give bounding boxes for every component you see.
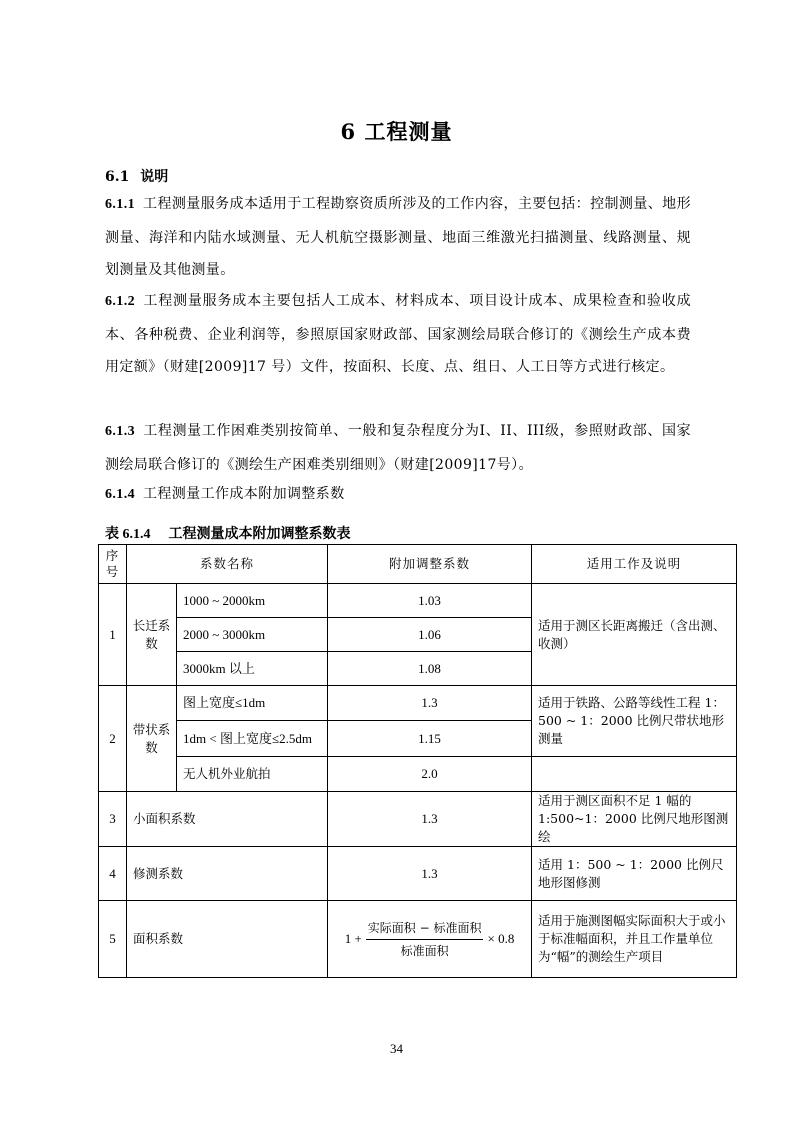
formula-prefix: 1 + (344, 931, 362, 946)
row-note: 适用于施测图幅实际面积大于或小于标准幅面积，并且工作量单位为“幅”的测绘生产项目 (532, 901, 737, 978)
group-name: 带状系数 (127, 686, 177, 792)
section-title: 说明 (140, 169, 169, 185)
paragraph-text: 工程测量服务成本适用于工程勘察资质所涉及的工作内容，主要包括：控制测量、地形测量、海洋和内陆水域测量、无人机航空摄影测量、地面三维激光扫描测量、线路测量、规划测量及其他测量。 (105, 196, 691, 278)
coefficient-table (98, 544, 737, 978)
row-seq: 5 (99, 901, 127, 978)
row-name: 面积系数 (127, 901, 328, 978)
table-row (99, 584, 737, 618)
formula-numerator: 实际面积 − 标准面积 (366, 919, 484, 940)
formula-fraction (366, 919, 484, 960)
row-seq: 4 (99, 847, 127, 901)
row-name: 小面积系数 (127, 792, 328, 847)
row-name: 无人机外业航拍 (177, 757, 328, 792)
row-coef: 1.3 (328, 792, 532, 847)
table-row (99, 757, 737, 792)
row-note: 适用于测区面积不足 1 幅的 1:500~1：2000 比例尺地形图测绘 (532, 792, 737, 847)
row-name: 图上宽度≤1dm (177, 686, 328, 721)
row-seq: 1 (99, 584, 127, 686)
row-coef: 1.03 (328, 584, 532, 618)
paragraph-6-1-4 (105, 478, 691, 512)
row-seq: 2 (99, 686, 127, 792)
area-formula (345, 919, 515, 960)
paragraph-6-1-3 (105, 415, 691, 481)
paragraph-6-1-1 (105, 188, 691, 287)
row-name: 1dm < 图上宽度≤2.5dm (177, 721, 328, 757)
page-number: 34 (390, 1041, 403, 1056)
paragraph-text: 工程测量服务成本主要包括人工成本、材料成本、项目设计成本、成果检查和验收成本、各种税费、企业利润等，参照原国家财政部、国家测绘局联合修订的《测绘生产成本费用定额》（财建[2009]17 号）文件，按面积、长度、点、组日、人工日等方式进行核定。 (105, 293, 691, 375)
row-coef: 1.3 (328, 847, 532, 901)
table-header-row (99, 545, 737, 584)
header-name: 系数名称 (127, 545, 328, 584)
formula-suffix: × 0.8 (487, 931, 515, 946)
table-row (99, 686, 737, 721)
row-coef: 1.08 (328, 652, 532, 686)
table-row (99, 792, 737, 847)
paragraph-number: 6.1.4 (105, 487, 135, 502)
formula-denominator: 标准面积 (400, 943, 449, 958)
paragraph-number: 6.1.2 (105, 294, 135, 309)
row-name: 2000 ~ 3000km (177, 618, 328, 652)
table-row (99, 901, 737, 978)
paragraph-6-1-2 (105, 285, 691, 384)
row-coef: 1.06 (328, 618, 532, 652)
row-note: 适用于测区长距离搬迁（含出测、收测） (532, 584, 737, 686)
paragraph-number: 6.1.1 (105, 197, 135, 212)
table-caption-title: 工程测量成本附加调整系数表 (168, 526, 351, 542)
row-note: 适用于铁路、公路等线性工程 1：500 ~ 1：2000 比例尺带状地形测量 (532, 686, 737, 757)
section-heading (105, 166, 168, 186)
row-note: 适用 1：500 ~ 1：2000 比例尺地形图修测 (532, 847, 737, 901)
table-row (99, 847, 737, 901)
row-name: 1000 ~ 2000km (177, 584, 328, 618)
paragraph-number: 6.1.3 (105, 424, 135, 439)
chapter-title: 6 工程测量 (340, 119, 453, 144)
row-coef: 1.15 (328, 721, 532, 757)
row-name: 3000km 以上 (177, 652, 328, 686)
header-coef: 附加调整系数 (328, 545, 532, 584)
paragraph-text: 工程测量工作成本附加调整系数 (143, 486, 345, 502)
area-formula-cell (328, 901, 532, 978)
row-name: 修测系数 (127, 847, 328, 901)
paragraph-text: 工程测量工作困难类别按简单、一般和复杂程度分为I、II、III级，参照财政部、国家测绘局联合修订的《测绘生产困难类别细则》（财建[2009]17号）。 (105, 423, 691, 473)
row-seq: 3 (99, 792, 127, 847)
header-seq: 序号 (99, 545, 127, 584)
header-note: 适用工作及说明 (532, 545, 737, 584)
table-caption-number: 表 6.1.4 (105, 527, 151, 542)
table-caption (105, 523, 351, 543)
group-name: 长迁系数 (127, 584, 177, 686)
row-coef: 1.3 (328, 686, 532, 721)
row-coef: 2.0 (328, 757, 532, 792)
section-number: 6.1 (105, 169, 130, 185)
row-note (532, 757, 737, 792)
